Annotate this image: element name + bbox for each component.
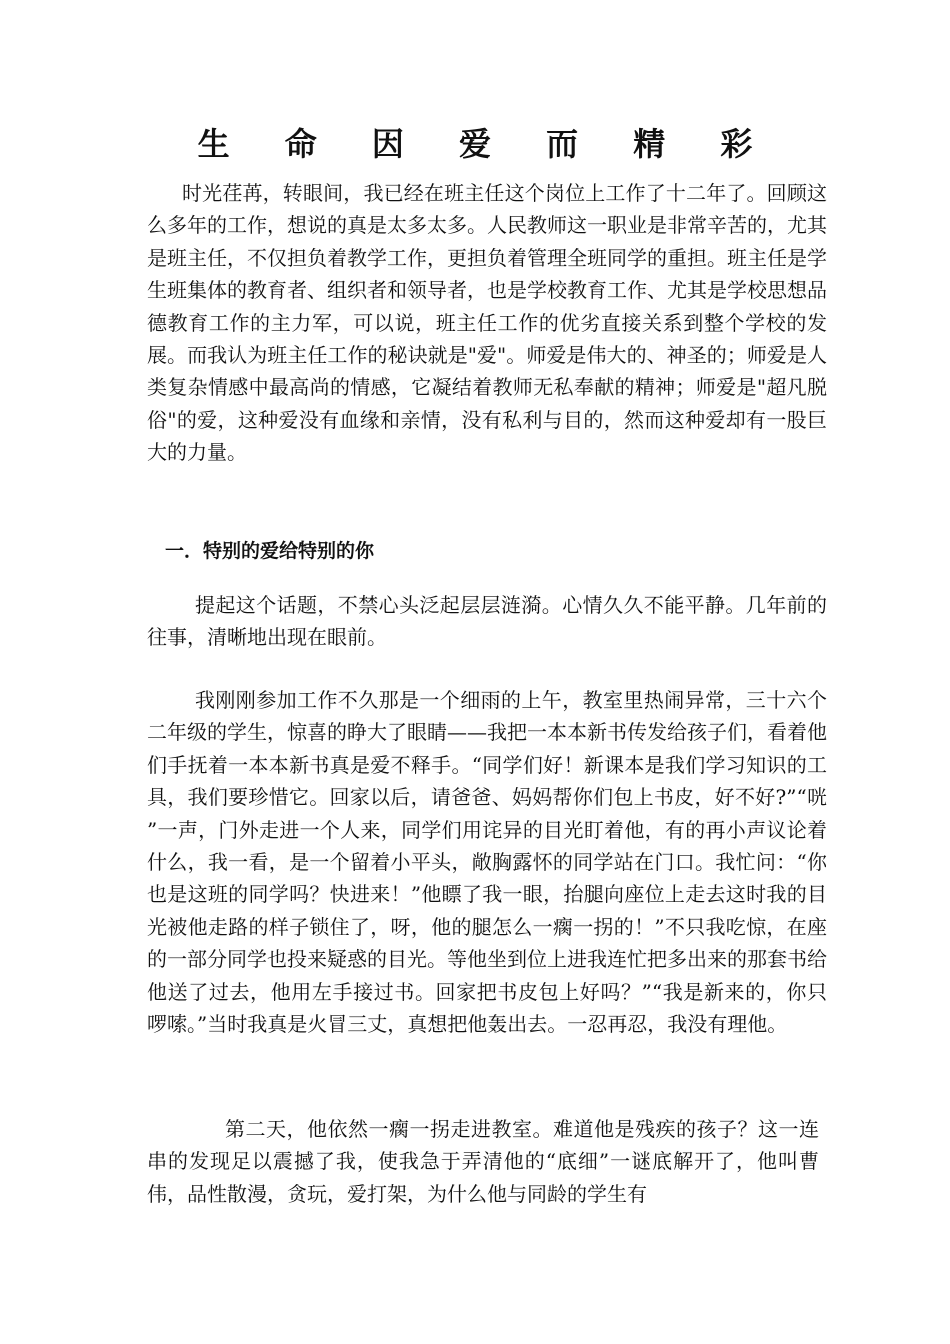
paragraph-second-day: 第二天，他依然一瘸一拐走进教室。难道他是残疾的孩子？这一连串的发现足以震撼了我，使我急于弄清他的“底细”一谜底解开了，他叫曹伟，品性散漫，贪玩，爱打架，为什么他与同龄的学生有 [147, 1117, 819, 1206]
section-heading: 一．特别的爱给特别的你 [165, 540, 375, 562]
paragraph-intro: 时光荏苒，转眼间，我已经在班主任这个岗位上工作了十二年了。回顾这么多年的工作，想说的真是太多太多。人民教师这一职业是非常辛苦的，尤其是班主任，不仅担负着教学工作，更担负着管理全班同学的重担。班主任是学生班集体的教育者、组织者和领导者，也是学校教育工作、尤其是学校思想品德教育工作的主力军，可以说，班主任工作的优劣直接关系到整个学校的发展。而我认为班主任工作的秘诀就是"爱"。师爱是伟大的、神圣的；师爱是人类复杂情感中最高尚的情感，它凝结着教师无私奉献的精神；师爱是"超凡脱俗"的爱，这种爱没有血缘和亲情，没有私利与目的，然而这种爱却有一股巨大的力量。 [147, 181, 827, 465]
paragraph-recall: 提起这个话题，不禁心头泛起层层涟漪。心情久久不能平静。几年前的往事，清晰地出现在眼前。 [147, 593, 827, 650]
page-title: 生 命 因 爱 而 精 彩 [197, 125, 775, 163]
paragraph-story: 我刚刚参加工作不久那是一个细雨的上午，教室里热闹异常，三十六个二年级的学生，惊喜的睁大了眼睛——我把一本本新书传发给孩子们，看着他们手抚着一本本新书真是爱不释手。“同学们好！新课本是我们学习知识的工具，我们要珍惜它。回家以后，请爸爸、妈妈帮你们包上书皮，好不好?”“咣 ”一声，门外走进一个人来，同学们用诧异的目光盯着他，有的再小声议论着什么，我一看，是一个留着小平头，敞胸露怀的同学站在门口。我忙问：“你也是这班的同学吗？快进来！”他瞟了我一眼，抬腿向座位上走去这时我的目光被他走路的样子锁住了，呀，他的腿怎么一瘸一拐的！”不只我吃惊，在座的一部分同学也投来疑惑的目光。等他坐到位上进我连忙把多出来的那套书给他送了过去，他用左手接过书。回家把书皮包上好吗？”“我是新来的，你只啰嗦。”当时我真是火冒三丈，真想把他轰出去。一忍再忍，我没有理他。 [147, 688, 827, 1037]
